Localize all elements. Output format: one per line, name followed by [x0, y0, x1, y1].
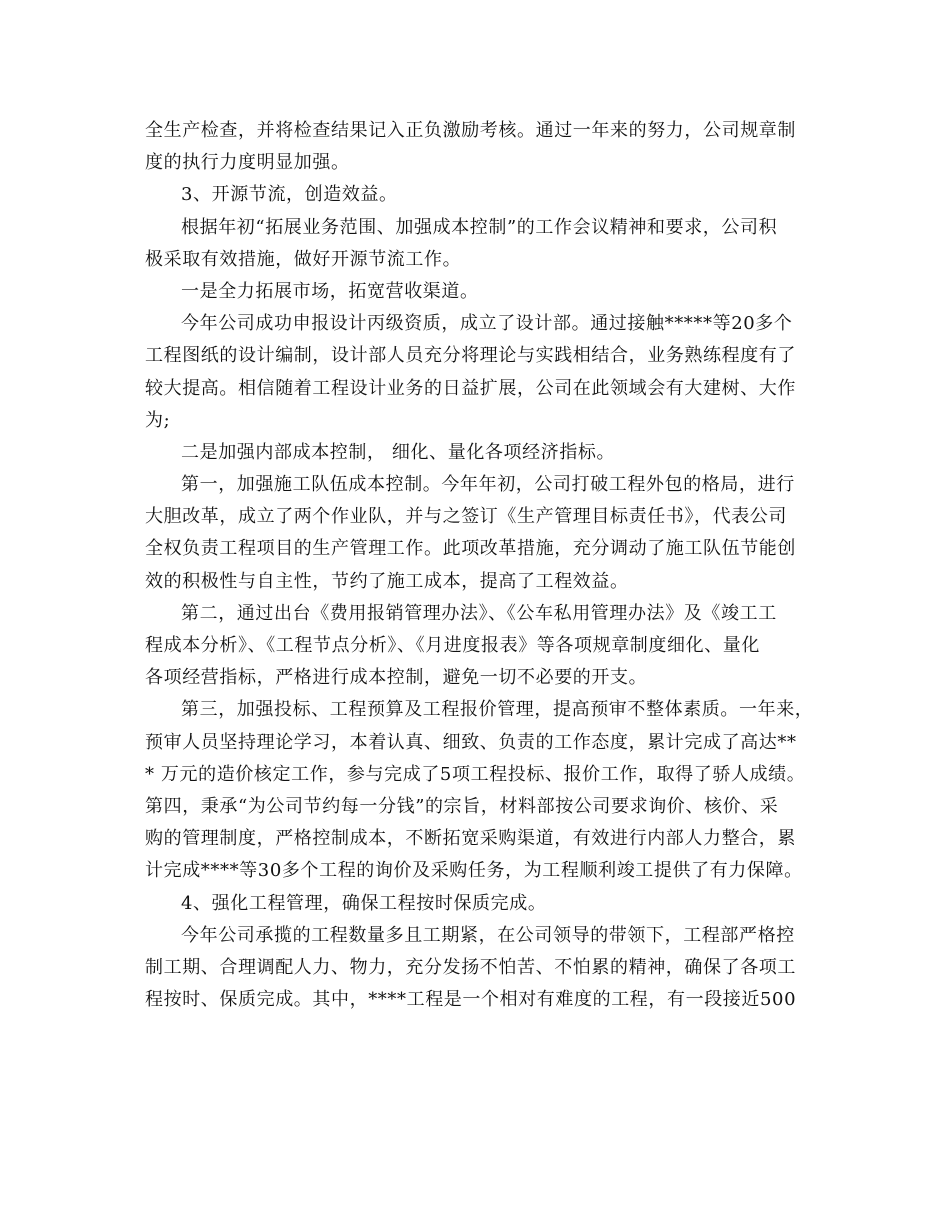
text-line: 全权负责工程项目的生产管理工作。此项改革措施，充分调动了施工队伍节能创 [145, 538, 796, 560]
text-line: 3、开源节流，创造效益。 [181, 184, 398, 206]
text-line: 二是加强内部成本控制， 细化、量化各项经济指标。 [181, 441, 616, 463]
text-line: 较大提高。相信随着工程设计业务的日益扩展，公司在此领域会有大建树、大作 [145, 377, 796, 399]
text-line: 第二，通过出台《费用报销管理办法》、《公车私用管理办法》及《竣工工 [181, 602, 777, 624]
text-line: 工程图纸的设计编制，设计部人员充分将理论与实践相结合，业务熟练程度有了 [145, 345, 796, 367]
text-line: 极采取有效措施，做好开源节流工作。 [145, 248, 462, 270]
text-line: 一是全力拓展市场，拓宽营收渠道。 [181, 280, 479, 302]
text-line: 程成本分析》、《工程节点分析》、《月进度报表》等各项规章制度细化、量化 [145, 635, 760, 656]
text-line: 各项经营指标，严格进行成本控制，避免一切不必要的开支。 [145, 667, 648, 689]
text-line: 购的管理制度，严格控制成本，不断拓宽采购渠道，有效进行内部人力整合，累 [145, 828, 796, 850]
text-line: 4、强化工程管理，确保工程按时保质完成。 [181, 892, 547, 914]
text-line: 第三，加强投标、工程预算及工程报价管理，提高预审不整体素质。一年来， [181, 699, 814, 721]
text-line: 第一，加强施工队伍成本控制。今年年初，公司打破工程外包的格局，进行 [181, 474, 795, 496]
text-line: 第四，秉承“为公司节约每一分钱”的宗旨，材料部按公司要求询价、核价、采 [145, 795, 779, 817]
text-line: 为; [145, 409, 171, 431]
text-line: 程按时、保质完成。其中，****工程是一个相对有难度的工程，有一段接近500 [145, 989, 797, 1011]
text-line: 预审人员坚持理论学习，本着认真、细致、负责的工作态度，累计完成了高达** [145, 731, 797, 753]
text-line: 今年公司承揽的工程数量多且工期紧，在公司领导的带领下，工程部严格控 [181, 924, 795, 946]
text-line: * 万元的造价核定工作，参与完成了5项工程投标、报价工作，取得了骄人成绩。 [145, 763, 806, 785]
text-line: 度的执行力度明显加强。 [145, 152, 350, 174]
text-line: 大胆改革，成立了两个作业队，并与之签订《生产管理目标责任书》，代表公司 [145, 506, 787, 528]
text-line: 计完成****等30多个工程的询价及采购任务，为工程顺利竣工提供了有力保障。 [145, 860, 803, 882]
text-line: 制工期、合理调配人力、物力，充分发扬不怕苦、不怕累的精神，确保了各项工 [145, 956, 796, 978]
document-body [145, 115, 814, 1016]
text-line: 今年公司成功申报设计丙级资质，成立了设计部。通过接触*****等20多个 [181, 313, 793, 335]
text-line: 效的积极性与自主性，节约了施工成本，提高了工程效益。 [145, 570, 629, 592]
text-line: 根据年初“拓展业务范围、加强成本控制”的工作会议精神和要求，公司积 [181, 216, 778, 238]
text-line: 全生产检查，并将检查结果记入正负激励考核。通过一年来的努力，公司规章制 [145, 120, 796, 141]
